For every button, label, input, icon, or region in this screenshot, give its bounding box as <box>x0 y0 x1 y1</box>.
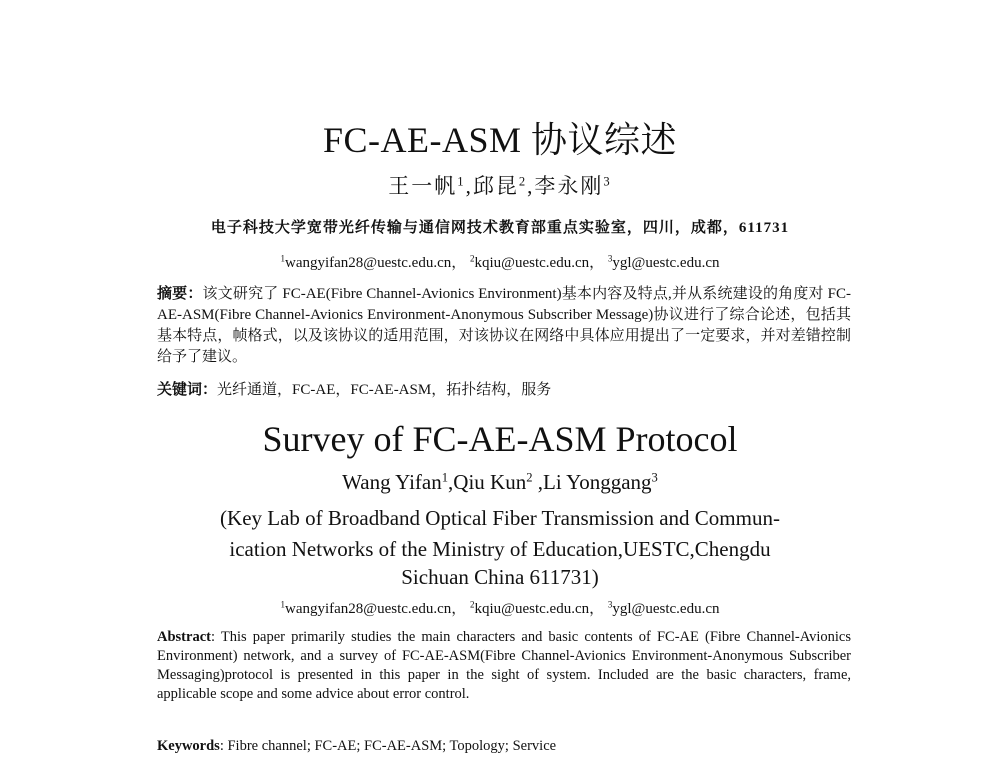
email-sup: 3 <box>607 253 613 264</box>
chinese-keywords <box>157 380 851 401</box>
english-emails <box>0 597 1000 618</box>
author-sup: 3 <box>603 174 612 189</box>
email: wangyifan28@uestc.edu.cn， <box>284 601 467 617</box>
author-sup: 2 <box>526 470 533 485</box>
chinese-authors <box>0 170 1000 200</box>
email-sup: 1 <box>280 599 285 610</box>
english-authors <box>0 470 1000 495</box>
chinese-affiliation: 电子科技大学宽带光纤传输与通信网技术教育部重点实验室，四川，成都，611731 <box>210 220 790 236</box>
email: ygl@uestc.edu.cn <box>612 601 720 617</box>
english-keywords <box>157 737 851 756</box>
chinese-emails <box>0 251 1000 272</box>
email-sup: 2 <box>470 253 475 264</box>
author-name: ,邱昆 <box>465 174 519 198</box>
keywords-text: : Fibre channel; FC-AE; FC-AE-ASM; Topology; Service <box>219 738 557 754</box>
author-sup: 2 <box>518 174 528 189</box>
abstract-text: 该文研究了 FC-AE(Fibre Channel-Avionics Environment)基本内容及特点,并从系统建设的角度对 FC-AE-ASM(Fibre Channel-Avionics Environment-Anonymous Subscriber Message)协议进行了综合论述，包括其基本特点，帧格式，以及该协议的适用范围，对该协议在网络中具体应用提出了一定要求，并对差错控制给予了建议。 <box>157 286 851 365</box>
keywords-text: 光纤通道，FC-AE，FC-AE-ASM，拓扑结构，服务 <box>217 382 552 398</box>
email-sup: 2 <box>470 599 475 610</box>
author-name: ,Li Yonggang <box>532 470 652 494</box>
chinese-title: FC-AE-ASM 协议综述 <box>322 120 678 160</box>
email: ygl@uestc.edu.cn <box>612 255 720 271</box>
english-affiliation-line: (Key Lab of Broadband Optical Fiber Transmission and Commun- <box>220 506 780 530</box>
author-name: 王一帆 <box>388 174 458 198</box>
author-sup: 3 <box>651 470 658 485</box>
english-title: Survey of FC-AE-ASM Protocol <box>262 419 738 459</box>
author-name: ,李永刚 <box>527 174 604 198</box>
author-sup: 1 <box>441 470 449 485</box>
abstract-label: Abstract <box>157 629 211 645</box>
keywords-label: 关键词： <box>157 382 218 398</box>
english-affiliation-line: ication Networks of the Ministry of Education,UESTC,Chengdu <box>229 537 771 561</box>
abstract-label: 摘要： <box>157 286 203 302</box>
email-sup: 1 <box>280 253 285 264</box>
abstract-text: : This paper primarily studies the main characters and basic contents of FC-AE (Fibre Channel-Avionics Environment) network, and a survey of FC-AE-ASM(Fibre Channel-Avionics Environment-Anonymous Subscriber Messaging)protocol is presented in this paper in the sight of system. Included are the basic characters, frame, applicable scope and some advice about error control. <box>157 629 851 702</box>
english-abstract <box>157 628 851 704</box>
email: kqiu@uestc.edu.cn， <box>474 255 605 271</box>
keywords-label: Keywords <box>157 738 220 754</box>
author-name: ,Qiu Kun <box>448 470 527 494</box>
author-sup: 1 <box>457 174 466 189</box>
english-affiliation-line: Sichuan China 611731) <box>401 565 599 589</box>
email: wangyifan28@uestc.edu.cn， <box>284 255 467 271</box>
email: kqiu@uestc.edu.cn， <box>474 601 605 617</box>
author-name: Wang Yifan <box>342 470 442 494</box>
chinese-abstract <box>157 284 851 368</box>
email-sup: 3 <box>607 599 613 610</box>
